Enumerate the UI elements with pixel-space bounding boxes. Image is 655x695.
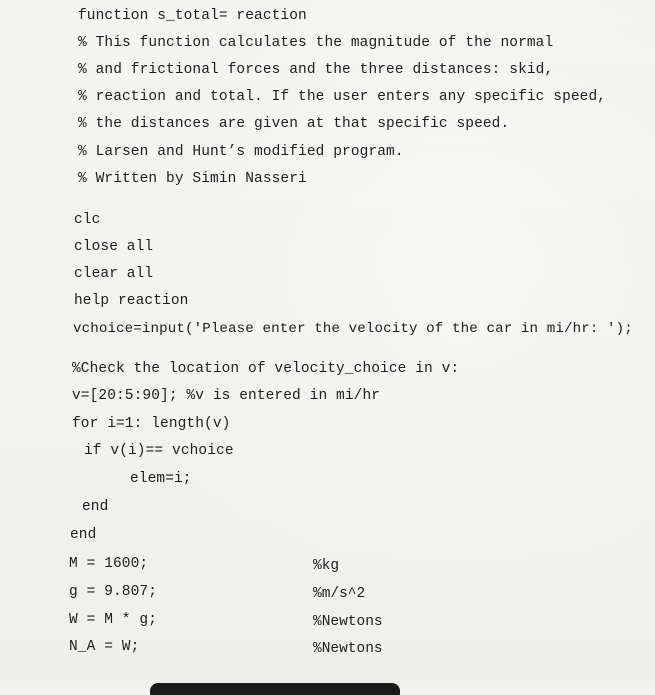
code-line: clear all (74, 266, 154, 282)
code-line: help reaction (74, 293, 189, 309)
code-line: close all (74, 239, 154, 255)
page-edge-shadow (150, 683, 400, 695)
code-line: for i=1: length(v) (72, 416, 231, 432)
code-line: end (82, 499, 109, 515)
constant-statement: g = 9.807; (69, 584, 158, 600)
comment-line: % Larsen and Hunt’s modified program. (78, 144, 404, 160)
code-line: end (70, 527, 97, 543)
constant-statement: M = 1600; (69, 556, 149, 572)
unit-comment: %Newtons (313, 614, 383, 630)
code-line: v=[20:5:90]; %v is entered in mi/hr (72, 388, 381, 404)
unit-comment: %kg (313, 558, 340, 574)
comment-line: % Written by Simin Nasseri (78, 171, 307, 187)
comment-line: % the distances are given at that specific speed. (78, 116, 510, 132)
comment-line: % This function calculates the magnitude of the normal (78, 35, 554, 51)
function-declaration: function s_total= reaction (78, 8, 307, 24)
comment-line: % reaction and total. If the user enters any specific speed, (78, 89, 607, 105)
comment-line: % and frictional forces and the three distances: skid, (78, 62, 554, 78)
code-line: elem=i; (130, 471, 192, 487)
input-prompt-line: vchoice=input('Please enter the velocity of the car in mi/hr: '); (73, 321, 633, 337)
unit-comment: %Newtons (313, 641, 383, 657)
constant-statement: N_A = W; (69, 639, 140, 655)
comment-line: %Check the location of velocity_choice in v: (72, 361, 460, 377)
unit-comment: %m/s^2 (313, 586, 366, 602)
code-line: clc (74, 212, 101, 228)
code-line: if v(i)== vchoice (84, 443, 234, 459)
constant-statement: W = M * g; (69, 612, 158, 628)
